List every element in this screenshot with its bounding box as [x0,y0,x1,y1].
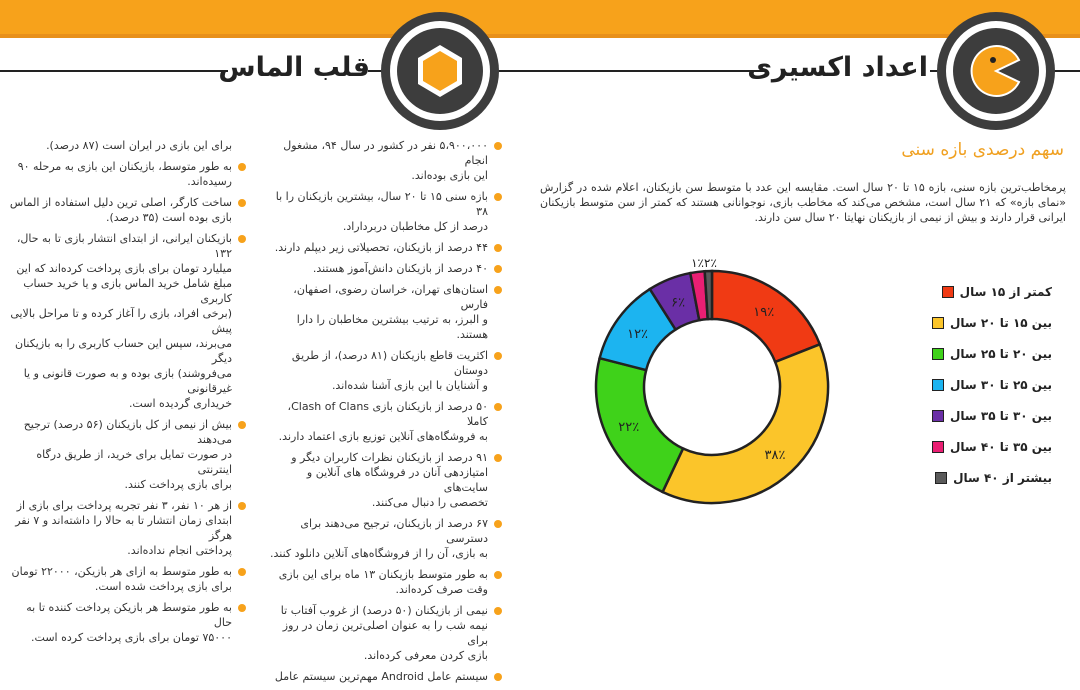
fact-item [8,564,246,594]
header-rule-left-b [0,70,228,72]
fact-line: ۷۵۰۰۰ تومان برای بازی پرداخت کرده است. [31,631,232,644]
donut-slice [596,358,683,492]
legend-label: کمتر از ۱۵ سال [959,285,1052,299]
fact-line: از هر ۱۰ نفر، ۳ نفر تجربه پرداخت برای بازی از [16,499,232,512]
fact-item [268,261,502,276]
fact-line: ۹۱ درصد از بازیکنان نظرات کاربران دیگر و [291,451,488,464]
bullet-dot-icon [494,286,502,294]
fact-item [268,189,502,234]
legend-label: بین ۱۵ تا ۲۰ سال [950,316,1052,330]
bullet-dot-icon [494,571,502,579]
fact-line: ساخت کارگر، اصلی ترین دلیل استفاده از الماس [9,196,232,209]
facts-column-2 [8,138,246,651]
fact-line: بیش از نیمی از کل بازیکنان (۵۶ درصد) ترجیح می‌دهند [23,418,232,446]
fact-line: به طور متوسط هر بازیکن پرداخت کننده تا به حال [26,601,232,629]
bullet-dot-icon [238,199,246,207]
fact-item [268,603,502,663]
fact-item [8,231,246,411]
bullet-dot-icon [238,235,246,243]
fact-line: درصد از کل مخاطبان دربرداراد. [342,220,488,233]
legend-swatch [935,472,947,484]
fact-line: می‌فروشند) بازی بوده و به صورت قانونی و یا غیرقانونی [23,367,232,395]
fact-line: به بازی، آن را از فروشگاه‌های آنلاین دانلود کنند. [270,547,488,560]
fact-line: (برخی افراد، بازی را آغاز کرده و تا مراحل بالایی پیش [10,307,232,335]
pacman-icon [937,12,1055,130]
fact-line: ۵۰ درصد از بازیکنان بازی Clash of Clans، کاملا [287,400,488,428]
fact-item [8,159,246,189]
fact-item [268,348,502,393]
fact-item [8,417,246,492]
section-heading-elixir: اعداد اکسیری [747,52,928,83]
fact-line: برای بازی پرداخت کنند. [124,478,232,491]
fact-line: وقت صرف کرده‌اند. [395,583,488,596]
fact-item [8,600,246,645]
header-rule-mid [498,70,766,72]
fact-line: به طور متوسط بازیکنان ۱۳ ماه برای این بازی [278,568,488,581]
fact-line: ۴۰ درصد از بازیکنان دانش‌آموز هستند. [312,262,488,275]
bullet-dot-icon [494,352,502,360]
fact-line: به طور متوسط به ازای هر بازیکن، ۲۲۰۰۰ تومان [11,565,232,578]
fact-line: برای این بازی در ایران است (۸۷ درصد). [46,139,232,152]
legend-label: بیشتر از ۴۰ سال [953,471,1052,485]
legend-item [932,345,1052,363]
fact-item [8,138,246,153]
fact-line: نیمی از بازیکنان (۵۰ درصد) از غروب آفتاب تا [280,604,488,617]
slice-value-label: ۱۹٪ [753,304,775,320]
hexagon-badge [381,12,499,130]
fact-line: ۶۷ درصد از بازیکنان، ترجیح می‌دهند برای دسترسی [300,517,488,545]
bullet-dot-icon [494,454,502,462]
fact-line: اکثریت قاطع بازیکنان (۸۱ درصد)، از طریق دوستان [291,349,488,377]
bullet-dot-icon [494,142,502,150]
fact-line: بازه سنی ۱۵ تا ۲۰ سال، بیشترین بازیکنان را با ۳۸ [275,190,488,218]
fact-line: پرداختی انجام نداده‌اند. [127,544,232,557]
slice-value-label: ۶٪ [671,295,686,311]
fact-item [268,516,502,561]
fact-item [8,498,246,558]
slice-value-label: ۳۸٪ [764,448,786,464]
fact-item [8,195,246,225]
bullet-dot-icon [238,604,246,612]
fact-line: می‌برند، سپس این حساب کاربری را به بازیکنان دیگر [14,337,232,365]
fact-item [268,240,502,255]
fact-line: میلیارد تومان برای بازی پرداخت کرده‌اند که این [16,262,232,275]
legend-label: بین ۲۰ تا ۲۵ سال [950,347,1052,361]
legend-swatch [932,410,944,422]
fact-line: خریداری گردیده است. [128,397,232,410]
fact-item [268,399,502,444]
fact-line: رسیده‌اند. [187,175,232,188]
hexagon-icon [381,12,499,130]
legend-item [942,283,1052,301]
fact-line: به فروشگاه‌های آنلاین توزیع بازی اعتماد دارند. [278,430,488,443]
fact-line: این بازی بوده‌اند. [411,169,488,182]
legend-item [932,314,1052,332]
slice-value-label: ۱٪۲٪ [691,256,717,270]
bullet-dot-icon [494,520,502,528]
bullet-dot-icon [494,244,502,252]
fact-line: برای بازی پرداخت شده است. [94,580,232,593]
legend-item [932,376,1052,394]
legend-item [932,438,1052,456]
fact-line: سیستم عامل Android مهم‌ترین سیستم عامل [274,670,488,683]
fact-line: تخصصی را دنبال می‌کنند. [371,496,488,509]
top-band [0,0,1080,38]
fact-line: نیمه شب را به عنوان اصلی‌ترین زمان در روز برای [282,619,488,647]
fact-line: در صورت تمایل برای خرید، از طریق درگاه اینترنتی [36,448,232,476]
bullet-dot-icon [494,403,502,411]
fact-item [268,669,502,684]
fact-item [268,567,502,597]
fact-item [268,138,502,183]
fact-line: بازی کردن معرفی کرده‌اند. [363,649,488,662]
legend-swatch [932,379,944,391]
chart-section-title: سهم درصدی بازه سنی [901,140,1064,160]
donut-slice [663,344,828,503]
fact-line: ۴۴ درصد از بازیکنان، تحصیلاتی زیر دیپلم دارند. [274,241,488,254]
bullet-dot-icon [238,163,246,171]
fact-line: بازیکنان ایرانی، از ابتدای انتشار بازی تا به حال، ۱۳۲ [16,232,232,260]
bullet-dot-icon [494,673,502,681]
legend-swatch [942,286,954,298]
fact-item [268,450,502,510]
legend-label: بین ۳۵ تا ۴۰ سال [950,440,1052,454]
bullet-dot-icon [494,607,502,615]
legend-swatch [932,441,944,453]
pacman-badge [937,12,1055,130]
fact-line: به طور متوسط، بازیکنان این بازی به مرحله ۹۰ [17,160,232,173]
facts-column-1 [268,138,502,690]
bullet-dot-icon [494,193,502,201]
fact-line: ۵،۹۰۰،۰۰۰ نفر در کشور در سال ۹۴، مشغول انجام [283,139,488,167]
slice-value-label: ۱۲٪ [627,326,649,342]
legend-swatch [932,348,944,360]
fact-line: و آشنایان با این بازی آشنا شده‌اند. [331,379,488,392]
legend-item [932,407,1052,425]
fact-line: و البرز، به ترتیب بیشترین مخاطبان را دارا هستند. [296,313,488,341]
slice-value-label: ۲۲٪ [618,420,640,436]
fact-line: ابتدای زمان انتشار تا به حالا را داشته‌اند و ۷ نفر هرگز [15,514,232,542]
section-heading-diamond: قلب الماس [218,52,370,83]
bullet-dot-icon [494,265,502,273]
fact-line: استان‌های تهران، خراسان رضوی، اصفهان، فارس [293,283,488,311]
bullet-dot-icon [238,502,246,510]
fact-item [268,282,502,342]
legend-item [935,469,1052,487]
legend-label: بین ۲۵ تا ۳۰ سال [950,378,1052,392]
bullet-dot-icon [238,568,246,576]
bullet-dot-icon [238,421,246,429]
legend-label: بین ۳۰ تا ۳۵ سال [950,409,1052,423]
age-donut-chart [560,230,880,530]
chart-intro-paragraph: پرمخاطب‌ترین بازه سنی، بازه ۱۵ تا ۲۰ سال است. مقایسه این عدد با متوسط سن بازیکنان، اعلام شده در گزارش «نمای بازه» که ۲۱ سال است، مشخص می‌کند که مخاطب بازی، نوجوانانی هستند که کمتر از سن متوسط بازیکنان ایرانی قرار دارند و بیش از نیمی از بازیکنان نهایتا ۲۰ سال سن دارند. [540,181,1066,224]
fact-line: مبلغ شامل خرید الماس بازی و یا خرید حساب کاربری [23,277,232,305]
fact-line: بازی بوده است (۳۵ درصد). [105,211,232,224]
legend-swatch [932,317,944,329]
fact-line: امتیازدهی آنان در فروشگاه های آنلاین و سایت‌های [306,466,488,494]
